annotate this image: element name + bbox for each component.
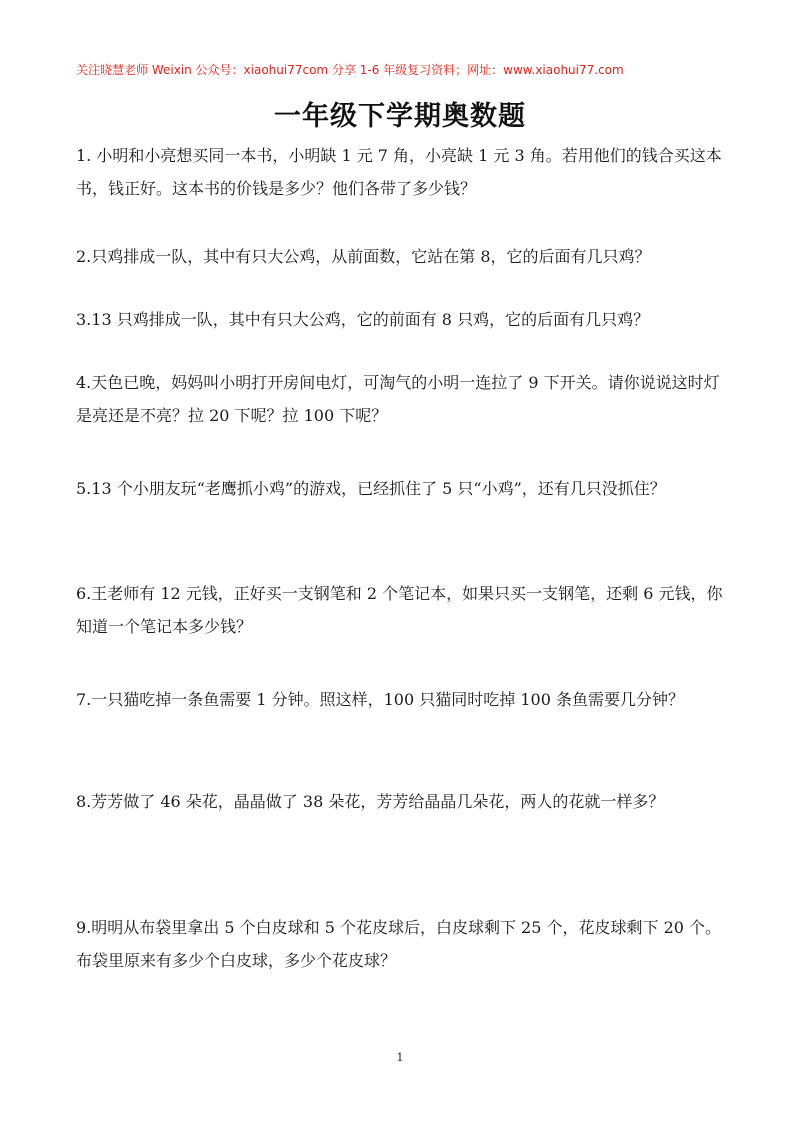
question-8: 8.芳芳做了 46 朵花，晶晶做了 38 朵花，芳芳给晶晶几朵花，两人的花就一样多？ bbox=[76, 792, 665, 811]
question-4: 4.天色已晚，妈妈叫小明打开房间电灯，可淘气的小明一连拉了 9 下开关。请你说说这时灯是亮还是不亮？拉 20 下呢？拉 100 下呢？ bbox=[76, 373, 720, 425]
question-5: 5.13 个小朋友玩“老鹰抓小鸡”的游戏，已经抓住了 5 只“小鸡”，还有几只没抓住？ bbox=[76, 479, 666, 498]
question-1: 1. 小明和小亮想买同一本书，小明缺 1 元 7 角，小亮缺 1 元 3 角。若用他们的钱合买这本书，钱正好。这本书的价钱是多少？他们各带了多少钱？ bbox=[76, 146, 722, 198]
page-number: 1 bbox=[396, 1051, 404, 1064]
question-7: 7.一只猫吃掉一条鱼需要 1 分钟。照这样，100 只猫同时吃掉 100 条鱼需要几分钟？ bbox=[76, 690, 684, 709]
question-3: 3.13 只鸡排成一队，其中有只大公鸡，它的前面有 8 只鸡，它的后面有几只鸡？ bbox=[76, 310, 650, 329]
header-note: 关注晓慧老师 Weixin 公众号：xiaohui77com 分享 1-6 年级复习资料；网址：www.xiaohui77.com bbox=[76, 63, 624, 77]
question-2: 2.只鸡排成一队，其中有只大公鸡，从前面数，它站在第 8，它的后面有几只鸡？ bbox=[76, 247, 651, 266]
question-9: 9.明明从布袋里拿出 5 个白皮球和 5 个花皮球后，白皮球剩下 25 个，花皮球剩下 20 个。布袋里原来有多少个白皮球，多少个花皮球？ bbox=[76, 918, 722, 970]
question-6: 6.王老师有 12 元钱，正好买一支钢笔和 2 个笔记本，如果只买一支钢笔，还剩 6 元钱，你知道一个笔记本多少钱？ bbox=[76, 584, 723, 636]
document-title: 一年级下学期奥数题 bbox=[274, 101, 526, 132]
